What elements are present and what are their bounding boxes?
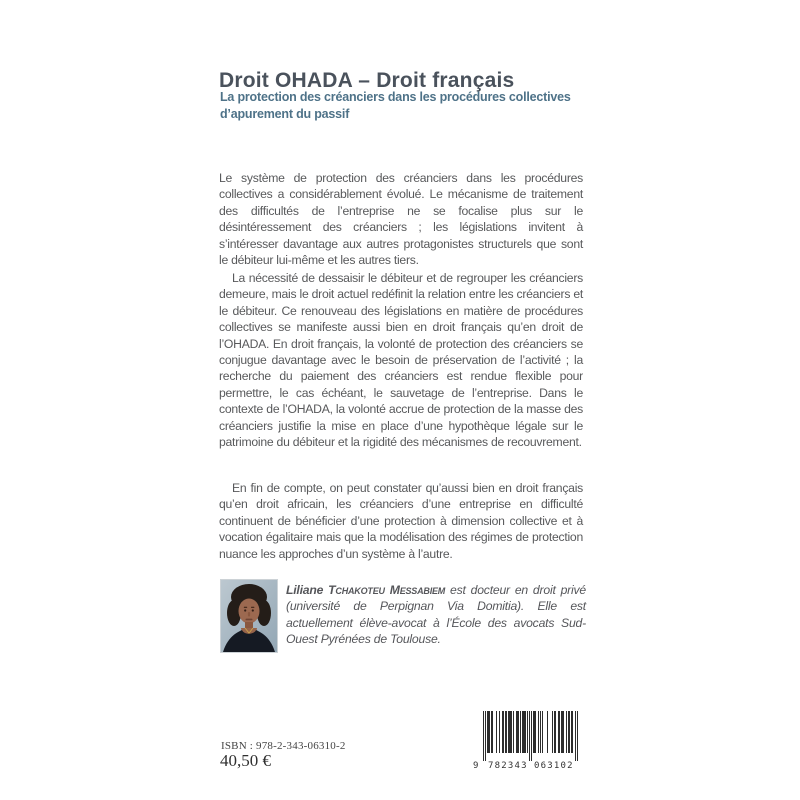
barcode-bars bbox=[483, 711, 578, 761]
ean13-barcode bbox=[472, 711, 582, 769]
barcode-digit-group: 063102 bbox=[534, 761, 574, 769]
book-subtitle-line: d’apurement du passif bbox=[220, 107, 350, 122]
author-bio-text: est docteur en droit privé (université de Perpignan Via Domitia). Elle est actuellement élève-avocat à l’École des avocats Sud-Ouest Pyrénées de Toulouse. bbox=[286, 583, 587, 647]
barcode-digit-group: 782343 bbox=[488, 761, 528, 769]
author-surname: Tchakoteu Messabiem bbox=[328, 583, 446, 597]
price-text: 40,50 € bbox=[220, 751, 271, 770]
synopsis-paragraph: La nécessité de dessaisir le débiteur et de regrouper les créanciers demeure, mais le droit actuel redéfinit la relation entre les créanciers et le débiteur. Ce renouveau des législations en matière de procédures collectives se manifeste aussi bien en droit français qu’en droit de l’OHADA. En droit français, la volonté de protection des créanciers se conjugue davantage avec le besoin de préservation de l’activité ; la recherche du paiement des créanciers est rendue flexible pour permettre, le cas échéant, le sauvetage de l’entreprise. Dans le contexte de l’OHADA, la volonté accrue de protection de la masse des créanciers justifie la mise en place d’une hypothèque légale sur le patrimoine du débiteur et la rigidité des mécanismes de recouvrement. bbox=[219, 271, 583, 450]
synopsis-paragraph: En fin de compte, on peut constater qu’aussi bien en droit français qu’en droit africain, les créanciers d’une entreprise en difficulté continuent de bénéficier d’une protection à dimension collective et à vocation égalitaire mais que la modélisation des régimes de protection nuance les approches d’un système à l’autre. bbox=[219, 481, 583, 561]
book-title: Droit OHADA – Droit français bbox=[219, 69, 515, 93]
author-bio bbox=[286, 582, 586, 648]
barcode-digit-group: 9 bbox=[473, 761, 480, 769]
author-photo bbox=[221, 580, 277, 652]
isbn-text: ISBN : 978-2-343-06310-2 bbox=[221, 740, 346, 752]
synopsis-paragraph: Le système de protection des créanciers dans les procédures collectives a considérablement évolué. Le mécanisme de traitement des difficultés de l’entreprise ne se focalise plus sur le désintéressement des créanciers ; les législations invitent à s’intéresser davantage aux autres protagonistes structurels que sont le débiteur lui-même et les autres tiers. bbox=[219, 171, 583, 268]
book-subtitle bbox=[220, 89, 571, 124]
book-subtitle-line: La protection des créanciers dans les procédures collectives bbox=[220, 90, 571, 104]
author-first-name: Liliane bbox=[286, 583, 329, 597]
